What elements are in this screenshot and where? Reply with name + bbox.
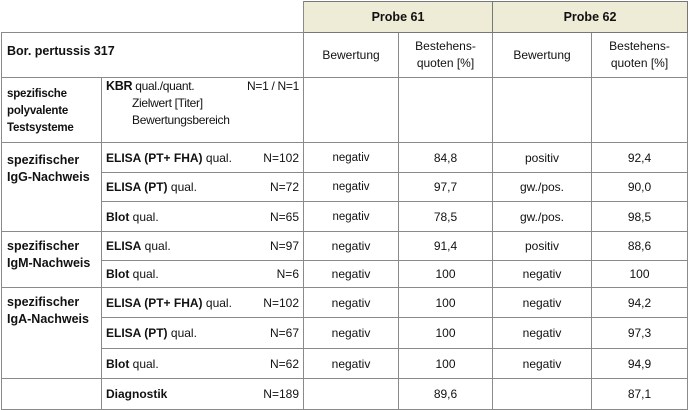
- test-name-bold: ELISA (PT+ FHA): [106, 150, 203, 165]
- p61-quote: 100: [399, 261, 493, 288]
- p61-quote: 97,7: [399, 173, 493, 202]
- p62-bewertung: gw./pos.: [493, 202, 592, 232]
- p61-bewertung: negativ: [304, 261, 399, 288]
- test-name: [106, 180, 197, 194]
- p62-bewertung: negativ: [493, 261, 592, 288]
- test-name: [106, 267, 159, 281]
- test-n: N=97: [269, 239, 299, 253]
- p61-bewertung: negativ: [304, 232, 399, 261]
- blank-corner: [2, 2, 304, 33]
- test-name: [106, 296, 232, 310]
- p62-quote: 94,9: [592, 349, 688, 379]
- diagnostik-p61-quote: 89,6: [399, 379, 493, 410]
- probe-62-header: Probe 62: [493, 2, 688, 33]
- test-name-bold: ELISA: [106, 239, 142, 253]
- p62-quote: 100: [592, 261, 688, 288]
- test-n: N=72: [269, 180, 299, 194]
- test-name: [106, 151, 232, 165]
- test-name-bold: ELISA (PT+ FHA): [106, 295, 203, 310]
- p62-quoten-line1: Bestehens-: [609, 39, 670, 53]
- p62-bewertung: negativ: [493, 318, 592, 349]
- p61-quote: 100: [399, 349, 493, 379]
- diagnostik-p62-quote: 87,1: [592, 379, 688, 410]
- p61-bewertung: negativ: [304, 173, 399, 202]
- iga-group-line1: spezifischer: [7, 295, 80, 309]
- p61-bewertung: negativ: [304, 288, 399, 318]
- p62-quote: 98,5: [592, 202, 688, 232]
- diagnostik-row: [2, 379, 688, 410]
- test-cell: [102, 173, 304, 202]
- test-n: N=6: [276, 267, 299, 281]
- table-row: [2, 173, 688, 202]
- table-row: [2, 288, 688, 318]
- test-name-rest: qual.: [167, 326, 197, 340]
- kbr-p61-bewertung: [304, 78, 399, 143]
- test-name-rest: qual.: [202, 295, 232, 310]
- probe-61-header: Probe 61: [304, 2, 493, 33]
- p61-bewertung: negativ: [304, 349, 399, 379]
- diagnostik-group-empty: [2, 379, 102, 410]
- p62-quote: 94,2: [592, 288, 688, 318]
- kbr-p62-quote: [592, 78, 688, 143]
- p62-bewertung: negativ: [493, 288, 592, 318]
- test-name-rest: qual.: [167, 180, 197, 194]
- p61-bewertung: negativ: [304, 143, 399, 173]
- test-name-bold: ELISA (PT): [106, 326, 168, 340]
- p62-bewertung: negativ: [493, 349, 592, 379]
- test-name-rest: qual.: [141, 239, 171, 253]
- test-name-rest: qual.: [129, 356, 159, 371]
- test-cell: [102, 202, 304, 232]
- kbr-n: N=1 / N=1: [247, 79, 299, 93]
- p62-quoten-line2: quoten [%]: [610, 56, 669, 70]
- iga-group-label: [2, 288, 102, 379]
- test-name-bold: Blot: [106, 356, 130, 371]
- test-n: N=62: [269, 356, 299, 371]
- kbr-group-line3: Testsysteme: [7, 122, 74, 134]
- igm-group-label: [2, 232, 102, 288]
- p61-quote: 100: [399, 318, 493, 349]
- test-name: [106, 239, 171, 253]
- test-cell: [102, 232, 304, 261]
- table-row: [2, 318, 688, 349]
- test-name: [106, 357, 159, 371]
- table-row: [2, 232, 688, 261]
- p62-quote: 92,4: [592, 143, 688, 173]
- table-row: [2, 143, 688, 173]
- igg-group-line2: IgG-Nachweis: [7, 170, 90, 184]
- p61-quote: 84,8: [399, 143, 493, 173]
- p62-quote: 90,0: [592, 173, 688, 202]
- test-n: N=102: [263, 295, 299, 310]
- table-row: [2, 349, 688, 379]
- kbr-label-bold: KBR: [106, 79, 133, 93]
- table-title: Bor. pertussis 317: [2, 33, 304, 78]
- p62-quote: 88,6: [592, 232, 688, 261]
- p61-quoten-line2: quoten [%]: [416, 56, 475, 70]
- p62-quoten-header: [592, 33, 688, 78]
- table-row: [2, 261, 688, 288]
- test-n: N=65: [269, 209, 299, 224]
- column-header-row: [2, 33, 688, 78]
- test-cell: [102, 318, 304, 349]
- test-cell: [102, 143, 304, 173]
- p61-bewertung: negativ: [304, 318, 399, 349]
- kbr-label-rest: qual./quant.: [132, 79, 195, 93]
- test-cell: [102, 349, 304, 379]
- kbr-test-name: [106, 78, 194, 95]
- test-n: N=102: [263, 150, 299, 165]
- diagnostik-p61-bewertung: [304, 379, 399, 410]
- kbr-group-label: [2, 78, 102, 143]
- test-name-bold: Blot: [106, 209, 130, 224]
- p62-quote: 97,3: [592, 318, 688, 349]
- test-name-bold: Blot: [106, 267, 130, 281]
- test-cell: [102, 261, 304, 288]
- test-name-bold: ELISA (PT): [106, 180, 168, 194]
- diagnostik-n: N=189: [263, 387, 299, 401]
- kbr-test-cell: [102, 78, 304, 143]
- igg-group-line1: spezifischer: [7, 153, 80, 167]
- kbr-bewertungsbereich: Bewertungsbereich: [132, 113, 230, 127]
- test-name: [106, 326, 197, 340]
- probe-header-row: [2, 2, 688, 33]
- p61-quoten-line1: Bestehens-: [415, 39, 476, 53]
- diagnostik-test-cell: [102, 379, 304, 410]
- kbr-row: [2, 78, 688, 143]
- results-table: [1, 1, 688, 410]
- p61-quoten-header: [399, 33, 493, 78]
- igm-group-line2: IgM-Nachweis: [7, 256, 91, 270]
- kbr-group-line2: polyvalente: [7, 105, 69, 117]
- kbr-p62-bewertung: [493, 78, 592, 143]
- kbr-group-line1: spezifische: [7, 88, 67, 100]
- test-name-rest: qual.: [129, 209, 159, 224]
- p62-bewertung-header: Bewertung: [493, 33, 592, 78]
- p62-bewertung: gw./pos.: [493, 173, 592, 202]
- test-cell: [102, 288, 304, 318]
- kbr-zielwert: Zielwert [Titer]: [132, 96, 203, 110]
- kbr-p61-quote: [399, 78, 493, 143]
- igm-group-line1: spezifischer: [7, 239, 80, 253]
- kbr-line1: [106, 78, 299, 95]
- test-name: [106, 210, 159, 224]
- p61-quote: 100: [399, 288, 493, 318]
- test-n: N=67: [269, 326, 299, 340]
- p61-quote: 91,4: [399, 232, 493, 261]
- igg-group-label: [2, 143, 102, 232]
- p61-quote: 78,5: [399, 202, 493, 232]
- diagnostik-label: Diagnostik: [106, 387, 168, 401]
- test-name-rest: qual.: [129, 267, 159, 281]
- iga-group-line2: IgA-Nachweis: [7, 312, 89, 326]
- diagnostik-p62-bewertung: [493, 379, 592, 410]
- p61-bewertung: negativ: [304, 202, 399, 232]
- p62-bewertung: positiv: [493, 143, 592, 173]
- p62-bewertung: positiv: [493, 232, 592, 261]
- table-row: [2, 202, 688, 232]
- p61-bewertung-header: Bewertung: [304, 33, 399, 78]
- test-name-rest: qual.: [202, 150, 232, 165]
